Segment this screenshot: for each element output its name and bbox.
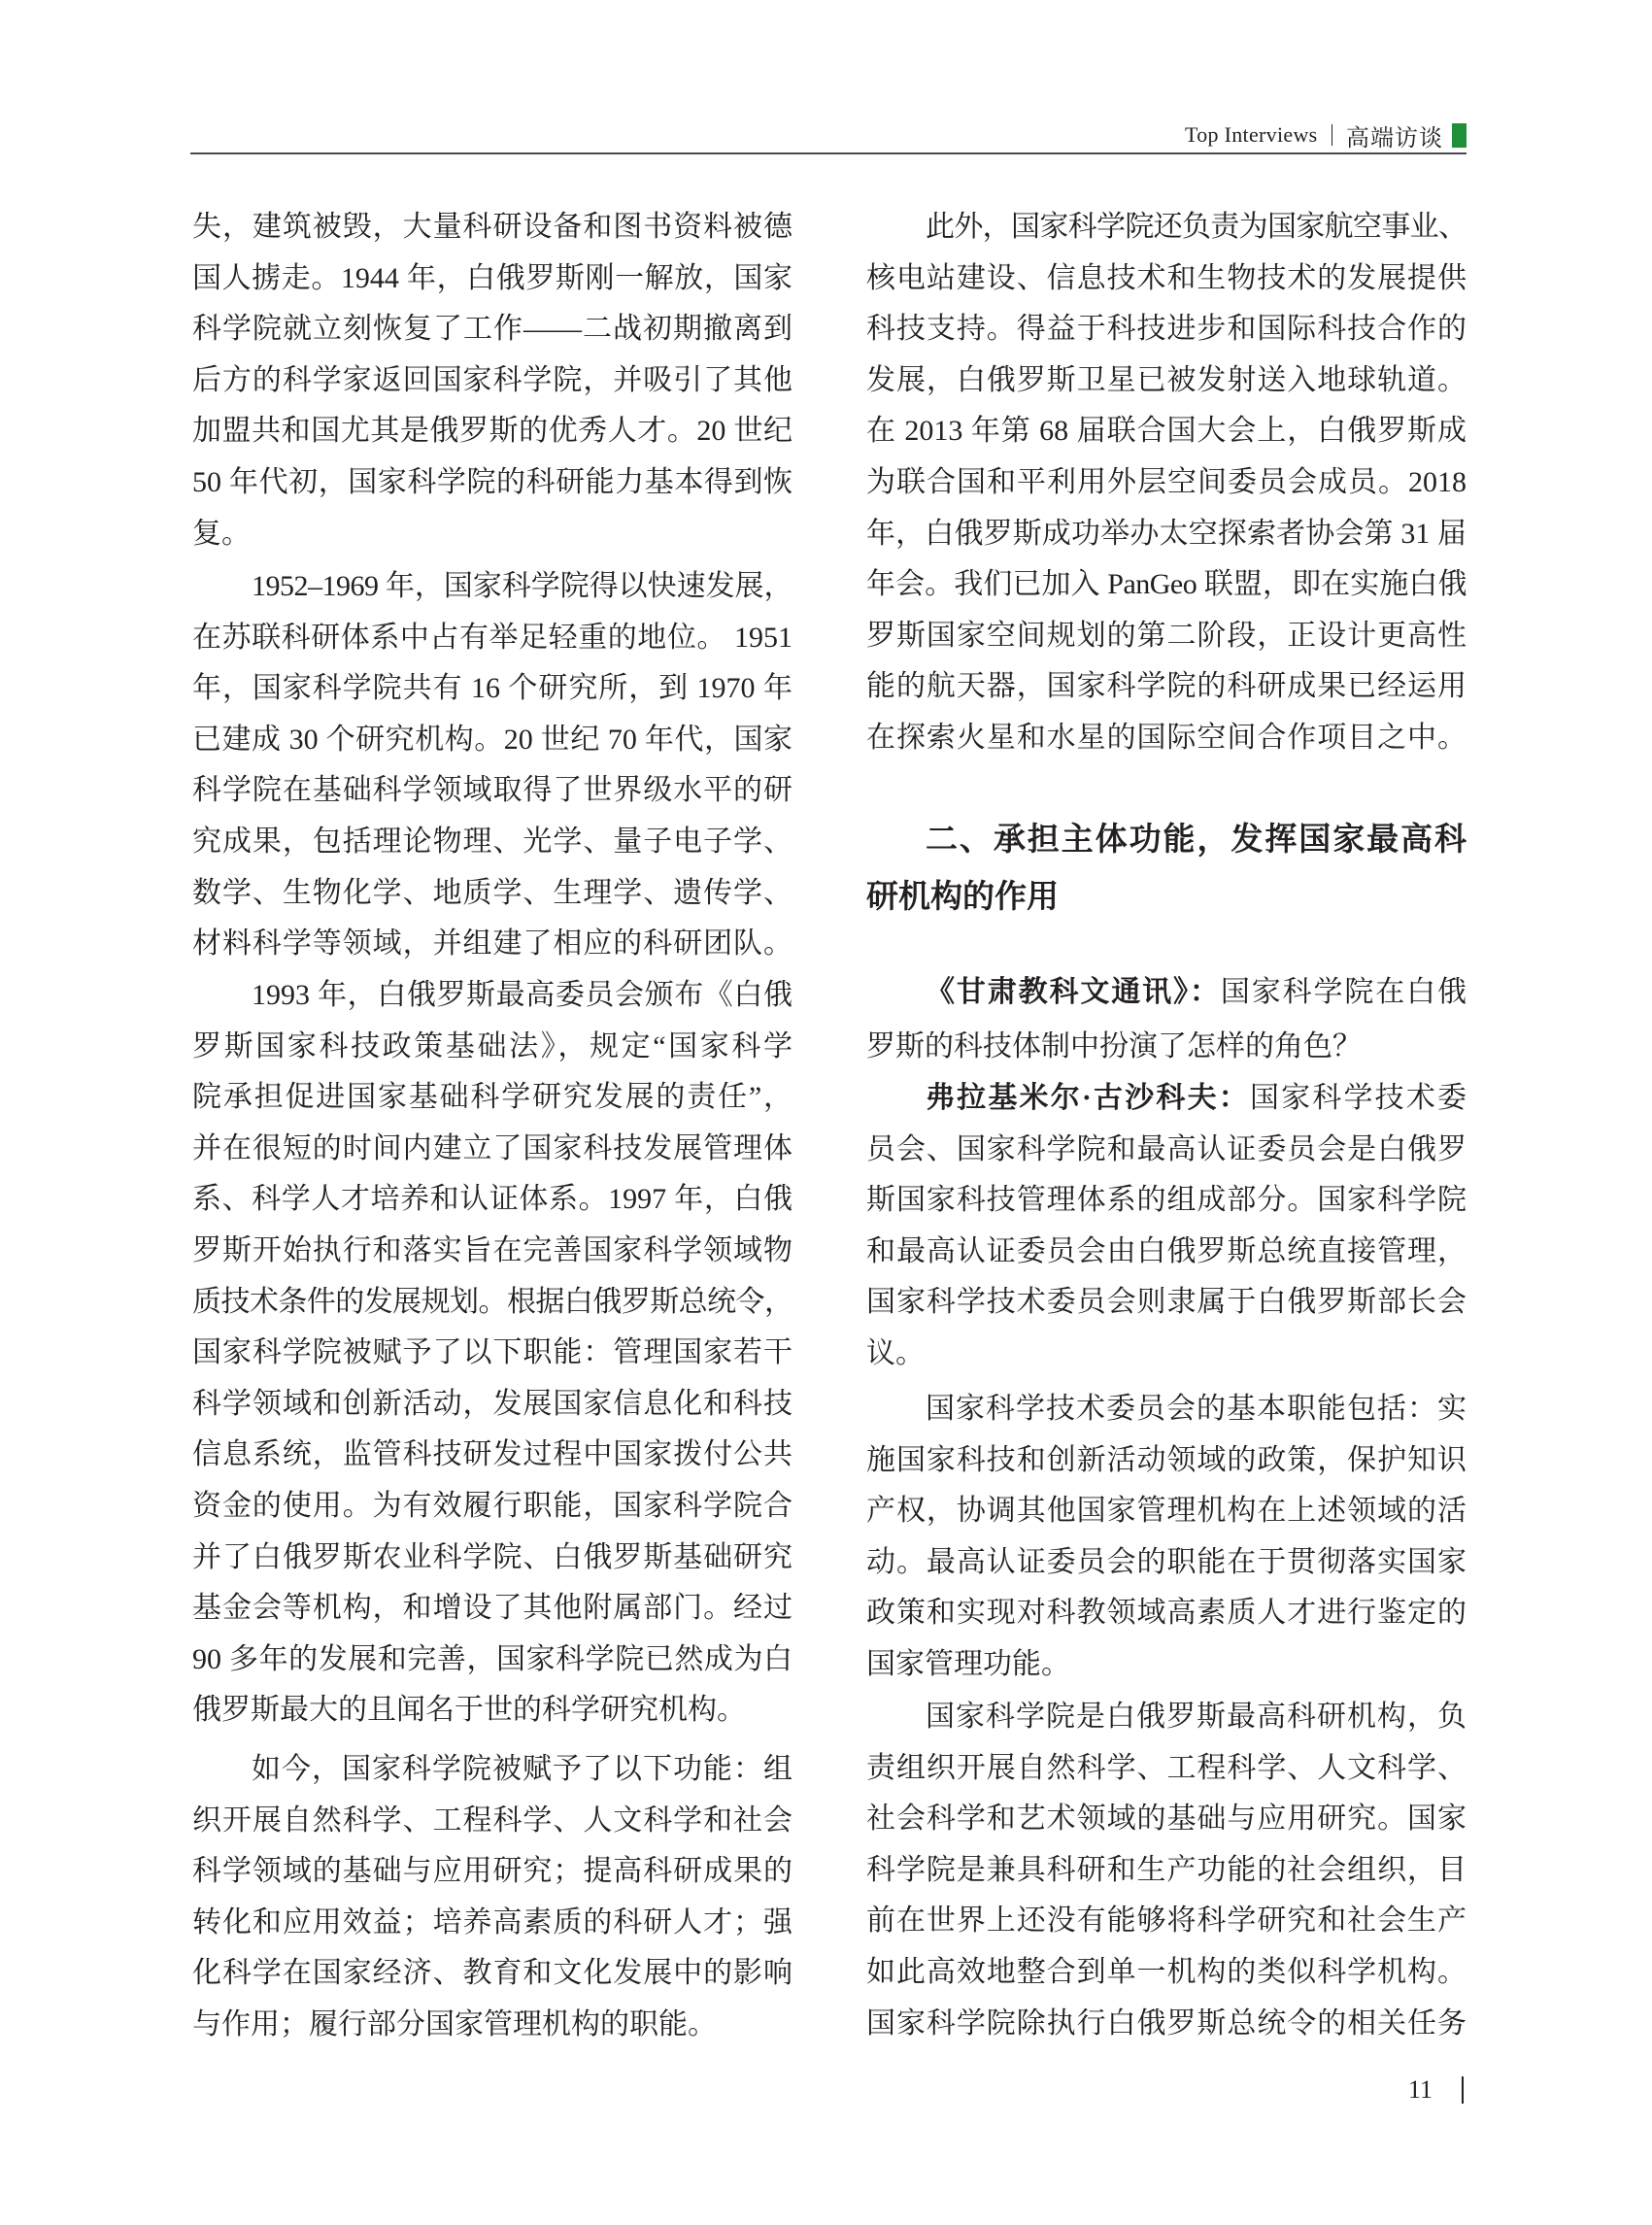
text-line: 材料科学等领域，并组建了相应的科研团队。 bbox=[192, 927, 792, 961]
text-line: 如此高效地整合到单一机构的类似科学机构。 bbox=[866, 1955, 1467, 1988]
text-line: 90 多年的发展和完善，国家科学院已然成为白 bbox=[192, 1642, 792, 1675]
paragraph bbox=[192, 561, 792, 970]
text-line: 后方的科学家返回国家科学院，并吸引了其他 bbox=[192, 363, 792, 396]
answer-speaker: 弗拉基米尔·古沙科夫： bbox=[926, 1082, 1250, 1114]
text-line: 国人掳走。1944 年，白俄罗斯刚一解放，国家 bbox=[192, 261, 792, 294]
text-line: 施国家科技和创新活动领域的政策，保护知识 bbox=[866, 1443, 1467, 1476]
text-line: 国家科学院除执行白俄罗斯总统令的相关任务 bbox=[866, 2006, 1467, 2040]
text-line: 此外，国家科学院还负责为国家航空事业、 bbox=[926, 211, 1467, 243]
page-number: 11 bbox=[1408, 2075, 1433, 2104]
text-line: 政策和实现对科教领域高素质人才进行鉴定的 bbox=[866, 1597, 1467, 1630]
text-line: 国家科学技术委员会则隶属于白俄罗斯部长会 bbox=[866, 1286, 1467, 1319]
text-line: 50 年代初，国家科学院的科研能力基本得到恢 bbox=[192, 465, 792, 498]
text-line: 科学院是兼具科研和生产功能的社会组织，目 bbox=[866, 1853, 1467, 1886]
text-line: 责组织开展自然科学、工程科学、人文科学、 bbox=[866, 1751, 1467, 1784]
section-heading bbox=[866, 812, 1467, 926]
text-line: 并在很短的时间内建立了国家科技发展管理体 bbox=[192, 1131, 792, 1164]
left-column bbox=[192, 0, 792, 2225]
text-line: 化科学在国家经济、教育和文化发展中的影响 bbox=[192, 1957, 792, 1990]
text-line: 国家科学技术委员会的基本职能包括：实 bbox=[926, 1393, 1467, 1425]
paragraph bbox=[192, 970, 792, 1736]
text-line: 和最高认证委员会由白俄罗斯总统直接管理， bbox=[866, 1234, 1467, 1267]
paragraph bbox=[866, 1692, 1467, 2049]
paragraph bbox=[866, 202, 1467, 764]
text-line: 院承担促进国家基础科学研究发展的责任”， bbox=[192, 1081, 792, 1114]
text-line: 科学领域和创新活动，发展国家信息化和科技 bbox=[192, 1387, 792, 1420]
text-line: 已建成 30 个研究机构。20 世纪 70 年代，国家 bbox=[192, 723, 792, 756]
footer-rule bbox=[1462, 2076, 1464, 2104]
text-line: 数学、生物化学、地质学、生理学、遗传学、 bbox=[192, 876, 792, 909]
text-line: 科学院在基础科学领域取得了世界级水平的研 bbox=[192, 774, 792, 807]
section-label-zh: 高端访谈 bbox=[1346, 125, 1443, 152]
answer-text: 国家科学技术委 bbox=[1249, 1082, 1467, 1114]
text-line: 俄罗斯最大的且闻名于世的科学研究机构。 bbox=[192, 1694, 746, 1727]
question-speaker: 《甘肃教科文通讯》： bbox=[926, 976, 1221, 1008]
text-line: 议。 bbox=[866, 1336, 925, 1369]
text-line: 在苏联科研体系中占有举足轻重的地位。 1951 bbox=[192, 621, 792, 654]
text-line: 年会。我们已加入 PanGeo 联盟，即在实施白俄 bbox=[866, 568, 1467, 601]
text-line: 国家管理功能。 bbox=[866, 1647, 1070, 1680]
text-line: 年，白俄罗斯成功举办太空探索者协会第 31 届 bbox=[866, 517, 1467, 550]
text-line bbox=[866, 1073, 1467, 1125]
paragraph bbox=[192, 202, 792, 559]
question-text: 国家科学院在白俄 bbox=[1220, 976, 1467, 1008]
text-line: 动。最高认证委员会的职能在于贯彻落实国家 bbox=[866, 1545, 1467, 1578]
text-line: 并了白俄罗斯农业科学院、白俄罗斯基础研究 bbox=[192, 1540, 792, 1573]
text-line: 社会科学和艺术领域的基础与应用研究。国家 bbox=[866, 1803, 1467, 1836]
text-line: 1952–1969 年，国家科学院得以快速发展， bbox=[252, 570, 792, 602]
text-line: 罗斯开始执行和落实旨在完善国家科学领域物 bbox=[192, 1233, 792, 1266]
text-line: 核电站建设、信息技术和生物技术的发展提供 bbox=[866, 261, 1467, 294]
text-line: 斯国家科技管理体系的组成部分。国家科学院 bbox=[866, 1184, 1467, 1217]
paragraph bbox=[866, 1384, 1467, 1691]
paragraph bbox=[192, 1744, 792, 2051]
text-line: 究成果，包括理论物理、光学、量子电子学、 bbox=[192, 825, 792, 858]
interview-answer bbox=[866, 1073, 1467, 1380]
text-line: 织开展自然科学、工程科学、人文科学和社会 bbox=[192, 1804, 792, 1837]
text-line: 1993 年，白俄罗斯最高委员会颁布《白俄 bbox=[252, 979, 792, 1011]
text-line: 系、科学人才培养和认证体系。1997 年，白俄 bbox=[192, 1183, 792, 1216]
text-line: 转化和应用效益；培养高素质的科研人才；强 bbox=[192, 1905, 792, 1938]
text-line: 复。 bbox=[192, 517, 251, 550]
text-line: 发展，白俄罗斯卫星已被发射送入地球轨道。 bbox=[866, 363, 1467, 396]
text-line: 如今，国家科学院被赋予了以下功能：组 bbox=[252, 1753, 792, 1785]
text-line: 国家科学院是白俄罗斯最高科研机构，负 bbox=[926, 1701, 1467, 1733]
interview-question bbox=[866, 965, 1467, 1073]
text-line: 失，建筑被毁，大量科研设备和图书资料被德 bbox=[192, 211, 792, 243]
text-line: 员会、国家科学院和最高认证委员会是白俄罗 bbox=[866, 1132, 1467, 1165]
text-line: 与作用；履行部分国家管理机构的职能。 bbox=[192, 2007, 717, 2040]
text-line: 质技术条件的发展规划。根据白俄罗斯总统令， bbox=[192, 1285, 792, 1318]
right-column bbox=[866, 0, 1467, 2225]
text-line: 罗斯国家空间规划的第二阶段，正设计更高性 bbox=[866, 619, 1467, 652]
text-line: 在 2013 年第 68 届联合国大会上，白俄罗斯成 bbox=[866, 415, 1467, 448]
text-line: 年，国家科学院共有 16 个研究所，到 1970 年 bbox=[192, 672, 792, 705]
text-line: 科技支持。得益于科技进步和国际科技合作的 bbox=[866, 313, 1467, 346]
question-text: 罗斯的科技体制中扮演了怎样的角色？ bbox=[866, 1029, 1362, 1062]
text-line: 前在世界上还没有能够将科学研究和社会生产 bbox=[866, 1905, 1467, 1938]
text-line: 罗斯国家科技政策基础法》，规定“国家科学 bbox=[192, 1029, 792, 1062]
heading-line: 二、承担主体功能，发挥国家最高科 bbox=[926, 823, 1467, 858]
text-line: 在探索火星和水星的国际空间合作项目之中。 bbox=[866, 721, 1467, 754]
text-line: 资金的使用。为有效履行职能，国家科学院合 bbox=[192, 1489, 792, 1522]
text-line: 国家科学院被赋予了以下职能：管理国家若干 bbox=[192, 1336, 792, 1369]
text-line bbox=[866, 965, 1467, 1020]
text-line: 信息系统，监管科技研发过程中国家拨付公共 bbox=[192, 1438, 792, 1471]
text-line: 为联合国和平利用外层空间委员会成员。2018 bbox=[866, 465, 1467, 498]
section-label-en: Top Interviews bbox=[1185, 122, 1318, 147]
text-line: 产权，协调其他国家管理机构在上述领域的活 bbox=[866, 1495, 1467, 1528]
text-line: 能的航天器，国家科学院的科研成果已经运用 bbox=[866, 670, 1467, 703]
text-line: 基金会等机构，和增设了其他附属部门。经过 bbox=[192, 1592, 792, 1625]
text-line bbox=[866, 1020, 1467, 1074]
heading-line: 研机构的作用 bbox=[866, 879, 1059, 915]
text-line: 科学领域的基础与应用研究；提高科研成果的 bbox=[192, 1855, 792, 1888]
text-line: 加盟共和国尤其是俄罗斯的优秀人才。20 世纪 bbox=[192, 415, 792, 448]
text-line: 科学院就立刻恢复了工作——二战初期撤离到 bbox=[192, 313, 792, 346]
